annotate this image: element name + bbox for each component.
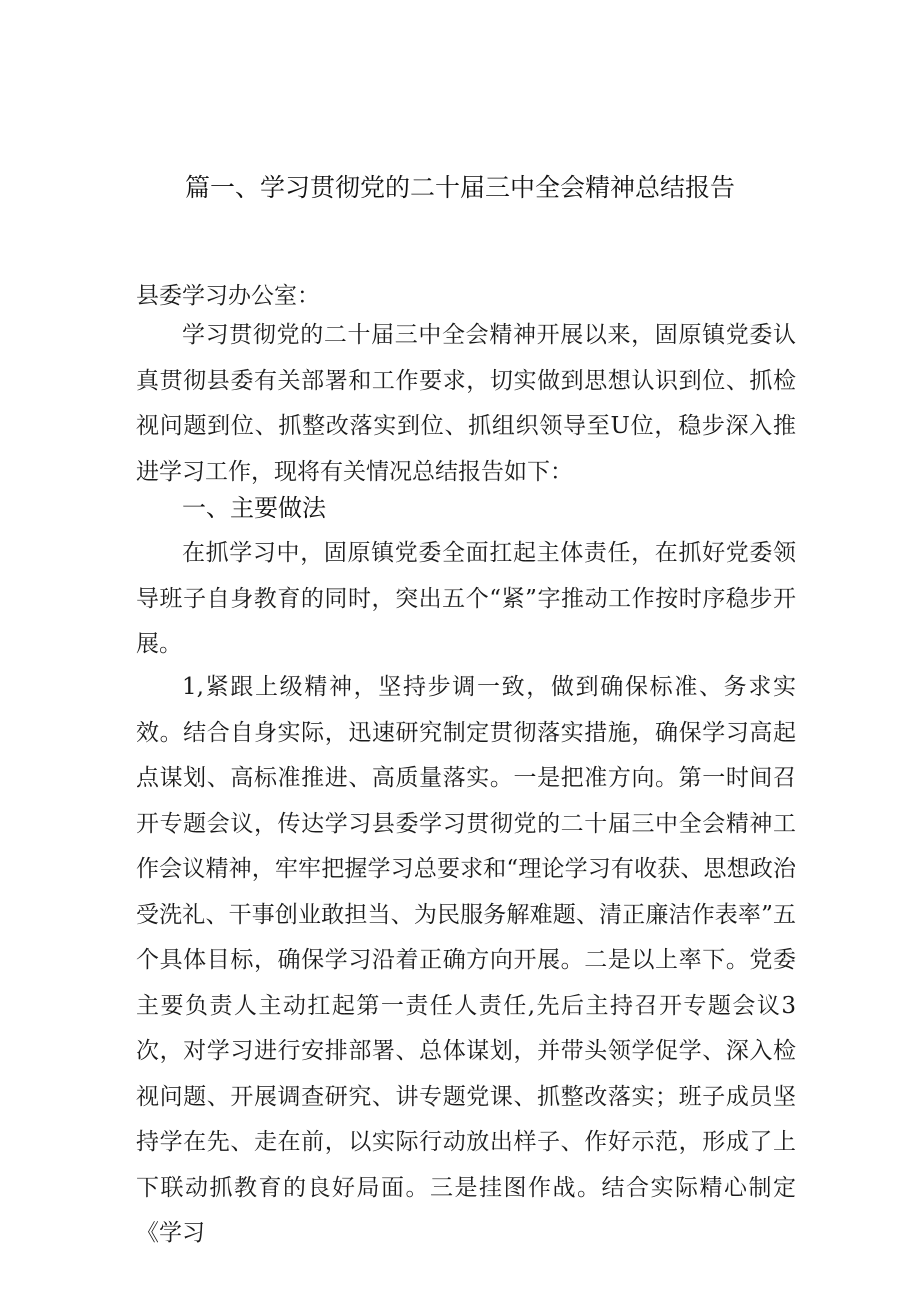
paragraph-item-1: 1,紧跟上级精神，坚持步调一致，做到确保标准、务求实效。结合自身实际，迅速研究制定贯彻落实措施，确保学习高起点谋划、高标准推进、高质量落实。一是把准方向。第一时间召开专题会议，传达学习县委学习贯彻党的二十届三中全会精神工作会议精神，牢牢把握学习总要求和“理论学习有收获、思想政治受洗礼、干事创业敢担当、为民服务解难题、清正廉洁作表率”五个具体目标，确保学习沿着正确方向开展。二是以上率下。党委主要负责人主动扛起第一责任人责任,先后主持召开专题会议3次，对学习进行安排部署、总体谋划，并带头领学促学、深入检视问题、开展调查研究、讲专题党课、抓整改落实；班子成员坚持学在先、走在前，以实际行动放出样子、作好示范，形成了上下联动抓教育的良好局面。三是挂图作战。结合实际精心制定《学习 <box>136 674 796 1246</box>
paragraph-intro: 学习贯彻党的二十届三中全会精神开展以来，固原镇党委认真贯彻县委有关部署和工作要求，切实做到思想认识到位、抓检视问题到位、抓整改落实到位、抓组织领导至U位，稳步深入推进学习工作，现将有关情况总结报告如下： <box>136 322 796 485</box>
document-title: 篇一、学习贯彻党的二十届三中全会精神总结报告 <box>184 173 735 202</box>
section-heading: 一、主要做法 <box>182 494 326 522</box>
salutation: 县委学习办公室： <box>136 283 320 309</box>
paragraph-overview: 在抓学习中，固原镇党委全面扛起主体责任，在抓好党委领导班子自身教育的同时，突出五个“紧”字推动工作按时序稳步开展。 <box>136 540 796 657</box>
